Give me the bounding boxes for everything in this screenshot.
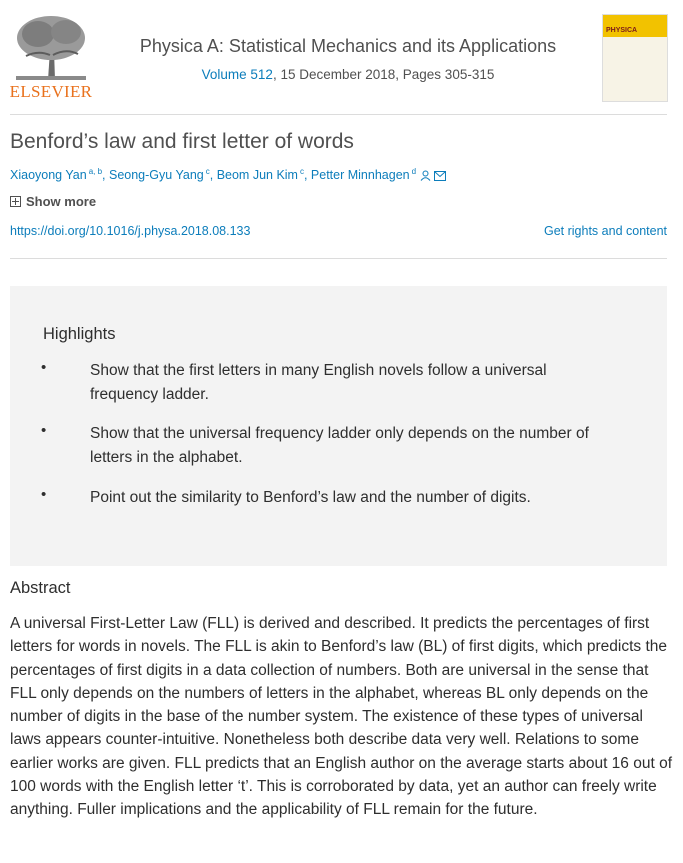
cover-title: PHYSICA	[606, 27, 638, 34]
volume-link[interactable]: Volume 512	[201, 67, 273, 82]
volume-info	[108, 67, 588, 82]
highlight-text: Show that the universal frequency ladder only depends on the number of letters in the alphabet.	[90, 425, 589, 466]
author-link[interactable]: Beom Jun Kim	[216, 168, 298, 183]
author-affiliation[interactable]: a, b	[88, 167, 103, 176]
publisher-name: ELSEVIER	[9, 82, 93, 101]
author-affiliation[interactable]: c	[205, 167, 210, 176]
show-more-button[interactable]	[10, 194, 96, 209]
divider-top	[10, 114, 667, 115]
journal-title-link[interactable]: Physica A: Statistical Mechanics and its Applications	[139, 36, 557, 56]
highlight-text: Point out the similarity to Benford’s law and the number of digits.	[90, 489, 531, 506]
author-link[interactable]: Petter Minnhagen	[310, 168, 410, 183]
email-icon[interactable]	[434, 171, 446, 181]
author-affiliation[interactable]: d	[411, 167, 417, 176]
author-link[interactable]: Xiaoyong Yan	[10, 168, 87, 183]
article-header	[0, 0, 683, 110]
author-affiliation[interactable]: c	[299, 167, 304, 176]
show-more-label: Show more	[26, 194, 97, 209]
bullet-icon: •	[41, 422, 47, 439]
rights-link[interactable]: Get rights and content	[544, 224, 667, 238]
author-separator: ,	[102, 168, 109, 183]
author-list	[10, 167, 446, 182]
divider-middle	[10, 258, 667, 259]
highlights-heading: Highlights	[43, 325, 116, 343]
plus-box-icon	[10, 196, 21, 207]
abstract-heading: Abstract	[10, 579, 71, 597]
bullet-icon: •	[41, 486, 47, 503]
author-link[interactable]: Seong-Gyu Yang	[108, 168, 204, 183]
author-separator: ,	[209, 168, 217, 183]
volume-details: , 15 December 2018, Pages 305-315	[272, 67, 495, 82]
doi-link[interactable]: https://doi.org/10.1016/j.physa.2018.08.133	[10, 224, 251, 238]
author-separator: ,	[303, 168, 311, 183]
highlights-box	[10, 286, 667, 566]
abstract-text: A universal First-Letter Law (FLL) is derived and described. It predicts the percentages of first letters for words in novels. The FLL is akin to Benford’s law (BL) of first digits, which predicts the percentages of first digits in a data collection of numbers. Both are universal in the sense that FLL only depends on the numbers of letters in the alphabet, whereas BL only depends on the number of digits in the base of the number system. The existence of these types of universal laws appears counter-intuitive. Nonetheless both describe data very well. Relations to some earlier works are given. FLL predicts that an English author on the average starts about 16 out of 100 words with the English letter ‘t’. This is corroborated by data, yet an author can freely write anything. Fuller implications and the applicability of FLL remain for the future.	[10, 615, 673, 819]
highlight-text: Show that the first letters in many English novels follow a universal frequency ladder.	[90, 362, 547, 403]
bullet-icon: •	[41, 359, 47, 376]
journal-cover-thumbnail[interactable]	[602, 14, 668, 102]
article-title: Benford’s law and first letter of words	[10, 130, 354, 153]
person-icon[interactable]	[420, 170, 431, 181]
